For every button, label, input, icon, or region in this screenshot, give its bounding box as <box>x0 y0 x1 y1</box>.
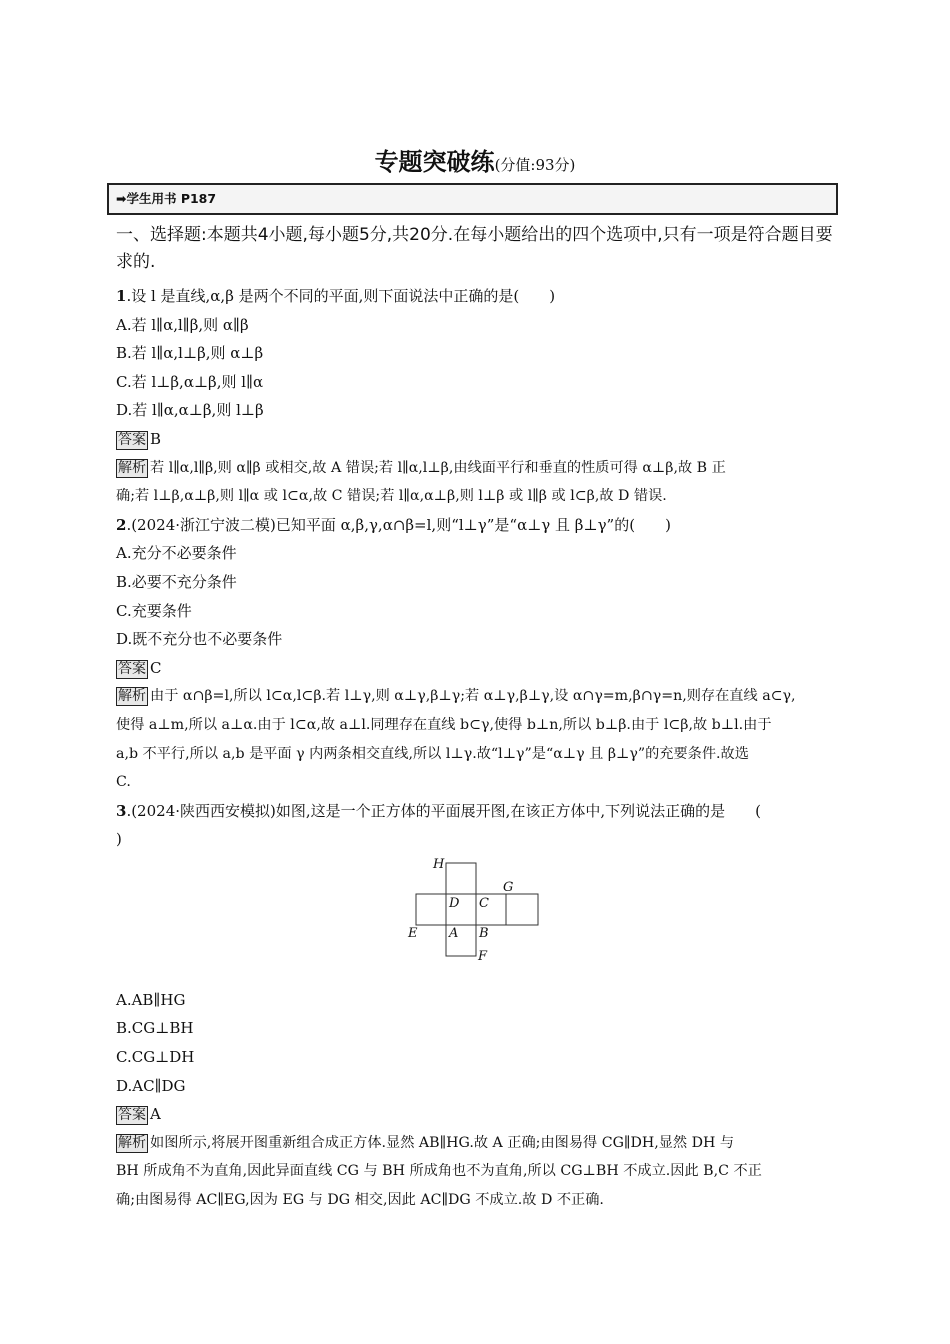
question-stem <box>116 511 836 540</box>
question-1 <box>116 282 836 511</box>
analysis-line <box>116 682 836 711</box>
question-3 <box>116 797 836 1215</box>
question-number: 1 <box>116 287 127 305</box>
analysis-line: C. <box>116 774 131 791</box>
answer-value: C <box>150 658 162 677</box>
option-d: D.AC∥DG <box>116 1076 186 1095</box>
analysis-line: 使得 a⊥m,所以 a⊥α.由于 l⊂α,故 a⊥l.同理存在直线 b⊂γ,使得 b⊥n,所以 b⊥β.由于 l⊂β,故 b⊥l.由于 <box>116 716 772 733</box>
title-main: 专题突破练 <box>374 148 495 176</box>
section-bar <box>107 183 838 215</box>
question-number: 2 <box>116 515 127 534</box>
analysis-line <box>116 1129 836 1158</box>
question-stem <box>116 797 836 826</box>
option-c: C.CG⊥DH <box>116 1048 195 1067</box>
question-number: 3 <box>116 801 127 820</box>
label-g: G <box>503 879 514 895</box>
net-square-top <box>446 863 476 894</box>
analysis <box>116 454 836 511</box>
label-b: B <box>479 925 489 941</box>
option-c: C.充要条件 <box>116 601 192 620</box>
option-a: A.AB∥HG <box>116 990 186 1009</box>
analysis-text: 若 l∥α,l∥β,则 α∥β 或相交,故 A 错误;若 l∥α,l⊥β,由线面平行和垂直的性质可得 α⊥β,故 B 正 <box>150 459 726 476</box>
answer-tag: 答案 <box>118 660 146 677</box>
option-c: C.若 l⊥β,α⊥β,则 l∥α <box>116 372 264 391</box>
question-text: .设 l 是直线,α,β 是两个不同的平面,则下面说法中正确的是( ) <box>126 287 556 305</box>
answer-tag: 答案 <box>118 431 146 448</box>
book-page-label: ➡学生用书 P187 <box>116 191 217 206</box>
analysis-line: 确;若 l⊥β,α⊥β,则 l∥α 或 l⊂α,故 C 错误;若 l∥α,α⊥β,则 l⊥β 或 l∥β 或 l⊂β,故 D 错误. <box>116 488 667 505</box>
analysis-tag: 解析 <box>118 1134 146 1151</box>
question-stem <box>116 282 836 311</box>
question-text: .(2024·浙江宁波二模)已知平面 α,β,γ,α∩β=l,则“l⊥γ”是“α⊥γ 且 β⊥γ”的( ) <box>126 515 671 534</box>
option-d: D.若 l∥α,α⊥β,则 l⊥β <box>116 401 264 420</box>
answer-row <box>116 1100 836 1129</box>
net-square-left <box>416 894 446 925</box>
section-heading: 一、选择题:本题共4小题,每小题5分,共20分.在每小题给出的四个选项中,只有一项是符合题目要求的. <box>116 225 833 272</box>
answer-tag: 答案 <box>118 1107 146 1124</box>
analysis <box>116 682 836 796</box>
answer-value: A <box>150 1105 161 1124</box>
label-d: D <box>449 895 460 911</box>
analysis-tag: 解析 <box>118 459 146 476</box>
label-a: A <box>449 925 459 941</box>
page-title <box>0 142 950 177</box>
answer-row <box>116 425 836 454</box>
analysis-line: a,b 不平行,所以 a,b 是平面 γ 内两条相交直线,所以 l⊥γ.故“l⊥γ”是“α⊥γ 且 β⊥γ”的充要条件.故选 <box>116 745 749 762</box>
answer-value: B <box>150 429 162 448</box>
label-c: C <box>479 895 489 911</box>
label-f: F <box>478 948 488 964</box>
label-h: H <box>433 856 445 872</box>
label-e: E <box>408 925 418 941</box>
option-d: D.既不充分也不必要条件 <box>116 630 283 649</box>
option-a: A.充分不必要条件 <box>116 544 237 563</box>
analysis-text: 由于 α∩β=l,所以 l⊂α,l⊂β.若 l⊥γ,则 α⊥γ,β⊥γ;若 α⊥γ,β⊥γ,设 α∩γ=m,β∩γ=n,则存在直线 a⊂γ, <box>150 688 796 705</box>
option-a: A.若 l∥α,l∥β,则 α∥β <box>116 315 249 334</box>
question-stem-end: ) <box>116 830 122 849</box>
cube-net-figure <box>116 854 836 986</box>
question-text: .(2024·陕西西安模拟)如图,这是一个正方体的平面展开图,在该正方体中,下列说法正确的是 ( <box>126 801 762 820</box>
option-b: B.必要不充分条件 <box>116 572 237 591</box>
net-square-right <box>506 894 538 925</box>
content <box>116 222 836 1215</box>
analysis-line <box>116 454 836 483</box>
analysis-line: 确;由图易得 AC∥EG,因为 EG 与 DG 相交,因此 AC∥DG 不成立.故 D 不正确. <box>116 1192 604 1209</box>
analysis-line: BH 所成角不为直角,因此异面直线 CG 与 BH 所成角也不为直角,所以 CG⊥BH 不成立.因此 B,C 不正 <box>116 1163 762 1180</box>
analysis-text: 如图所示,将展开图重新组合成正方体.显然 AB∥HG.故 A 正确;由图易得 CG∥DH,显然 DH 与 <box>150 1134 735 1151</box>
option-b: B.CG⊥BH <box>116 1019 194 1038</box>
analysis <box>116 1129 836 1215</box>
option-b: B.若 l∥α,l⊥β,则 α⊥β <box>116 344 264 363</box>
cube-net-diagram <box>406 856 546 966</box>
question-2 <box>116 511 836 797</box>
answer-row <box>116 654 836 683</box>
title-score: (分值:93分) <box>494 156 576 174</box>
analysis-tag: 解析 <box>118 688 146 705</box>
